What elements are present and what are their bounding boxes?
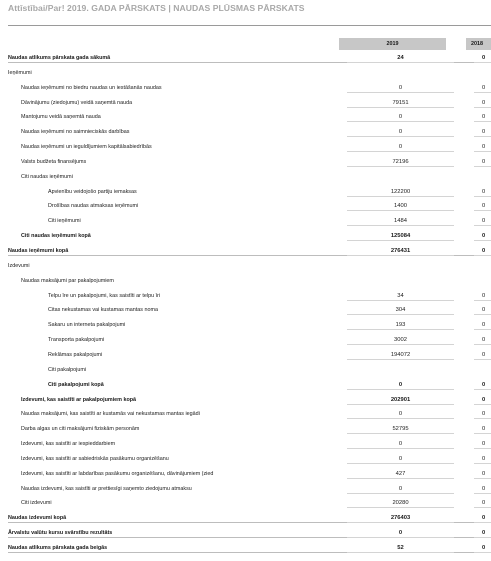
cell-underline-2018 bbox=[474, 240, 491, 241]
page-title: Attīstībai/Par! 2019. GADA PĀRSKATS | NAUDAS PLŪSMAS PĀRSKATS bbox=[8, 3, 305, 13]
cell-underline-2019 bbox=[347, 121, 454, 122]
cell-underline-2019 bbox=[347, 448, 454, 449]
cell-underline-2018 bbox=[474, 478, 491, 479]
row-label: Izdevumi, kas saistīti ar iespieddarbiem bbox=[21, 441, 116, 448]
table-row bbox=[8, 451, 491, 464]
value-2018: 0 bbox=[482, 441, 486, 448]
row-label: Naudas maksājumi, kas saistīti ar kustamās vai nekustamas mantas iegādi bbox=[21, 411, 200, 418]
value-2019: 24 bbox=[397, 55, 404, 61]
table-row bbox=[8, 481, 491, 494]
value-2018: 0 bbox=[482, 292, 486, 299]
cell-underline-2019 bbox=[347, 344, 454, 345]
cell-underline-2019 bbox=[347, 552, 454, 553]
row-label: Dāvinājumu (ziedojumu) veidā saņemtā nauda bbox=[21, 99, 133, 106]
value-2019: 72196 bbox=[392, 158, 409, 165]
table-row bbox=[8, 184, 491, 197]
cell-underline-2019 bbox=[347, 507, 454, 508]
row-label: Izdevumi bbox=[8, 262, 30, 269]
table-row bbox=[8, 169, 491, 182]
value-2019: 194072 bbox=[390, 351, 411, 358]
cell-underline-2018 bbox=[474, 389, 491, 390]
cell-underline-2018 bbox=[474, 329, 491, 330]
value-2019: 0 bbox=[398, 411, 403, 418]
table-row bbox=[8, 362, 491, 375]
table-row bbox=[8, 80, 491, 93]
row-label: Reklāmas pakalpojumi bbox=[48, 351, 103, 358]
row-label: Izdevumi, kas saistīti ar pakalpojumiem kopā bbox=[21, 396, 137, 403]
cell-underline-2018 bbox=[474, 537, 491, 538]
row-label: Citi izdevumi bbox=[21, 500, 52, 507]
cell-underline-2019 bbox=[347, 300, 454, 301]
cell-underline-2019 bbox=[347, 493, 454, 494]
cell-underline-2018 bbox=[474, 151, 491, 152]
value-2019: 202901 bbox=[390, 396, 411, 403]
table-row bbox=[8, 392, 491, 405]
value-2019: 0 bbox=[398, 114, 403, 121]
table-row bbox=[8, 436, 491, 449]
value-2018: 0 bbox=[482, 188, 486, 195]
table-row bbox=[8, 154, 491, 167]
value-2018: 0 bbox=[482, 218, 486, 225]
row-label: Izdevumi, kas saistīti ar sabiedriskās pasākumu organizēšanu bbox=[21, 455, 169, 462]
table-row bbox=[8, 65, 491, 78]
value-2018: 0 bbox=[482, 530, 486, 537]
row-label: Ārvalstu valūtu kursu svārstību rezultāts bbox=[8, 530, 113, 537]
value-2019: 125084 bbox=[390, 233, 411, 240]
cell-underline-2019 bbox=[347, 478, 454, 479]
table-row bbox=[8, 50, 491, 63]
cell-underline-2018 bbox=[474, 344, 491, 345]
value-2018: 0 bbox=[482, 396, 486, 403]
row-label: Drošības naudas atmaksas ieņēmumi bbox=[48, 203, 139, 210]
cell-underline-2018 bbox=[474, 196, 491, 197]
row-label: Citi pakalpojumi bbox=[48, 366, 87, 373]
row-label: Naudas ieņēmumi un ieguldījumiem kapitālsabiedrībās bbox=[21, 144, 152, 151]
cell-underline-2019 bbox=[347, 314, 454, 315]
value-2018: 0 bbox=[482, 500, 486, 507]
value-2018: 0 bbox=[482, 158, 486, 165]
row-label: Telpu īre un pakalpojumi, kas saistīti ar telpu īri bbox=[48, 292, 161, 299]
cell-underline-2019 bbox=[347, 240, 454, 241]
value-2019: 34 bbox=[397, 292, 404, 299]
row-label: Naudas atlikums pārskata gada beigās bbox=[8, 545, 108, 551]
value-2019: 1484 bbox=[394, 218, 407, 225]
cell-underline-2018 bbox=[474, 418, 491, 419]
cell-underline-2018 bbox=[474, 210, 491, 211]
cell-underline-2018 bbox=[474, 62, 491, 63]
cell-underline-2019 bbox=[347, 92, 454, 93]
cell-underline-2018 bbox=[474, 522, 491, 523]
table-row bbox=[8, 273, 491, 286]
value-2018: 0 bbox=[482, 337, 486, 344]
value-2019: 0 bbox=[398, 455, 403, 462]
cell-underline-2018 bbox=[474, 92, 491, 93]
row-label: Izdevumi, kas saistīti ar labdarības pasākumu organizēšanu, dāvinājumiem (zied bbox=[21, 470, 214, 477]
value-2018: 0 bbox=[482, 99, 486, 106]
table-row bbox=[8, 243, 491, 256]
table-row bbox=[8, 406, 491, 419]
cell-underline-2019 bbox=[347, 433, 454, 434]
cell-underline-2018 bbox=[474, 121, 491, 122]
row-label: Naudas izdevumi kopā bbox=[8, 515, 67, 522]
value-2018: 0 bbox=[482, 55, 486, 61]
table-row bbox=[8, 288, 491, 301]
cell-underline-2019 bbox=[347, 389, 454, 390]
cell-underline-2019 bbox=[347, 136, 454, 137]
value-2018: 0 bbox=[482, 322, 486, 329]
table-row bbox=[8, 510, 491, 523]
cell-underline-2018 bbox=[474, 225, 491, 226]
cell-underline-2019 bbox=[347, 537, 454, 538]
value-2019: 52 bbox=[397, 545, 404, 551]
table-row bbox=[8, 124, 491, 137]
cell-underline-2019 bbox=[347, 62, 454, 63]
value-2018: 0 bbox=[482, 114, 486, 121]
value-2019: 0 bbox=[398, 84, 403, 91]
table-row bbox=[8, 540, 491, 553]
row-label: Citi naudas ieņēmumi kopā bbox=[21, 233, 91, 240]
cell-underline-2018 bbox=[474, 136, 491, 137]
row-label: Ieņēmumi bbox=[8, 69, 32, 76]
table-row bbox=[8, 109, 491, 122]
value-2019: 0 bbox=[398, 441, 403, 448]
cell-underline-2019 bbox=[347, 255, 454, 256]
row-label: Naudas atlikums pārskata gada sākumā bbox=[8, 55, 111, 61]
cell-underline-2018 bbox=[474, 314, 491, 315]
row-label: Darba algas un citi maksājumi fiziskām personām bbox=[21, 426, 140, 433]
value-2018: 0 bbox=[482, 307, 486, 314]
value-2019: 193 bbox=[395, 322, 406, 329]
value-2018: 0 bbox=[482, 351, 486, 358]
value-2018: 0 bbox=[482, 144, 486, 151]
row-label: Citi ieņēmumi bbox=[48, 218, 81, 225]
table-row bbox=[8, 198, 491, 211]
cell-underline-2019 bbox=[347, 418, 454, 419]
table-row bbox=[8, 347, 491, 360]
cell-underline-2018 bbox=[474, 359, 491, 360]
value-2019: 0 bbox=[398, 381, 403, 388]
value-2018: 0 bbox=[482, 381, 486, 388]
row-label: Naudas ieņēmumi kopā bbox=[8, 248, 69, 255]
column-header-2019: 2019 bbox=[339, 38, 446, 50]
value-2019: 276403 bbox=[390, 515, 411, 522]
table-row bbox=[8, 213, 491, 226]
cell-underline-2019 bbox=[347, 359, 454, 360]
table-row bbox=[8, 421, 491, 434]
value-2018: 0 bbox=[482, 455, 486, 462]
row-label: Transporta pakalpojumi bbox=[48, 337, 105, 344]
table-row bbox=[8, 139, 491, 152]
table-row bbox=[8, 258, 491, 271]
value-2018: 0 bbox=[482, 470, 486, 477]
cell-underline-2018 bbox=[474, 255, 491, 256]
value-2018: 0 bbox=[482, 84, 486, 91]
table-row bbox=[8, 302, 491, 315]
value-2019: 1400 bbox=[394, 203, 407, 210]
cell-underline-2019 bbox=[347, 151, 454, 152]
table-row bbox=[8, 95, 491, 108]
value-2019: 20280 bbox=[392, 500, 409, 507]
row-label: Valsts budžeta finansējums bbox=[21, 158, 87, 165]
column-header-2018: 2018 bbox=[466, 38, 491, 50]
cell-underline-2019 bbox=[347, 522, 454, 523]
table-row bbox=[8, 228, 491, 241]
row-label: Citi pakalpojumi kopā bbox=[48, 381, 104, 388]
value-2019: 276431 bbox=[390, 248, 411, 255]
row-label: Naudas ieņēmumi no biedru naudas un iestāšanās naudas bbox=[21, 84, 162, 91]
row-label: Naudas ieņēmumi no saimnieciskās darbības bbox=[21, 129, 130, 136]
table-row bbox=[8, 466, 491, 479]
table-row bbox=[8, 332, 491, 345]
cell-underline-2019 bbox=[347, 196, 454, 197]
value-2018: 0 bbox=[482, 545, 486, 551]
value-2019: 304 bbox=[395, 307, 406, 314]
value-2019: 52795 bbox=[392, 426, 409, 433]
value-2019: 427 bbox=[395, 470, 406, 477]
cell-underline-2019 bbox=[347, 329, 454, 330]
row-label: Apvienību veidojošo partiju iemaksas bbox=[48, 188, 137, 195]
cell-underline-2019 bbox=[347, 166, 454, 167]
value-2018: 0 bbox=[482, 233, 486, 240]
row-label: Citas nekustamas vai kustamas mantas noma bbox=[48, 307, 158, 314]
cell-underline-2018 bbox=[474, 507, 491, 508]
table-row bbox=[8, 525, 491, 538]
row-label: Naudas izdevumi, kas saistīti ar prettiesīgi saņemto ziedojumu atmaksu bbox=[21, 485, 192, 492]
row-label: Sakaru un interneta pakalpojumi bbox=[48, 322, 126, 329]
value-2019: 0 bbox=[398, 129, 403, 136]
row-label: Citi naudas ieņēmumi bbox=[21, 173, 73, 180]
table-row bbox=[8, 377, 491, 390]
table-row bbox=[8, 317, 491, 330]
cell-underline-2018 bbox=[474, 448, 491, 449]
value-2019: 0 bbox=[398, 144, 403, 151]
cell-underline-2018 bbox=[474, 493, 491, 494]
value-2018: 0 bbox=[482, 129, 486, 136]
value-2019: 79151 bbox=[392, 99, 409, 106]
cell-underline-2018 bbox=[474, 404, 491, 405]
value-2019: 122200 bbox=[390, 188, 411, 195]
cell-underline-2018 bbox=[474, 433, 491, 434]
value-2019: 0 bbox=[398, 485, 403, 492]
cell-underline-2018 bbox=[474, 300, 491, 301]
cell-underline-2019 bbox=[347, 225, 454, 226]
cell-underline-2018 bbox=[474, 552, 491, 553]
value-2019: 0 bbox=[398, 530, 403, 537]
value-2018: 0 bbox=[482, 426, 486, 433]
table-row bbox=[8, 495, 491, 508]
value-2018: 0 bbox=[482, 515, 486, 522]
value-2018: 0 bbox=[482, 411, 486, 418]
value-2018: 0 bbox=[482, 485, 486, 492]
cell-underline-2019 bbox=[347, 107, 454, 108]
value-2018: 0 bbox=[482, 248, 486, 255]
cell-underline-2018 bbox=[474, 166, 491, 167]
cell-underline-2018 bbox=[474, 463, 491, 464]
cell-underline-2019 bbox=[347, 463, 454, 464]
cell-underline-2019 bbox=[347, 404, 454, 405]
value-2018: 0 bbox=[482, 203, 486, 210]
row-label: Mantojumu veidā saņemtā nauda bbox=[21, 114, 101, 121]
value-2019: 3002 bbox=[394, 337, 407, 344]
cell-underline-2018 bbox=[474, 107, 491, 108]
cell-underline-2019 bbox=[347, 210, 454, 211]
row-label: Naudas maksājumi par pakalpojumiem bbox=[21, 277, 114, 284]
